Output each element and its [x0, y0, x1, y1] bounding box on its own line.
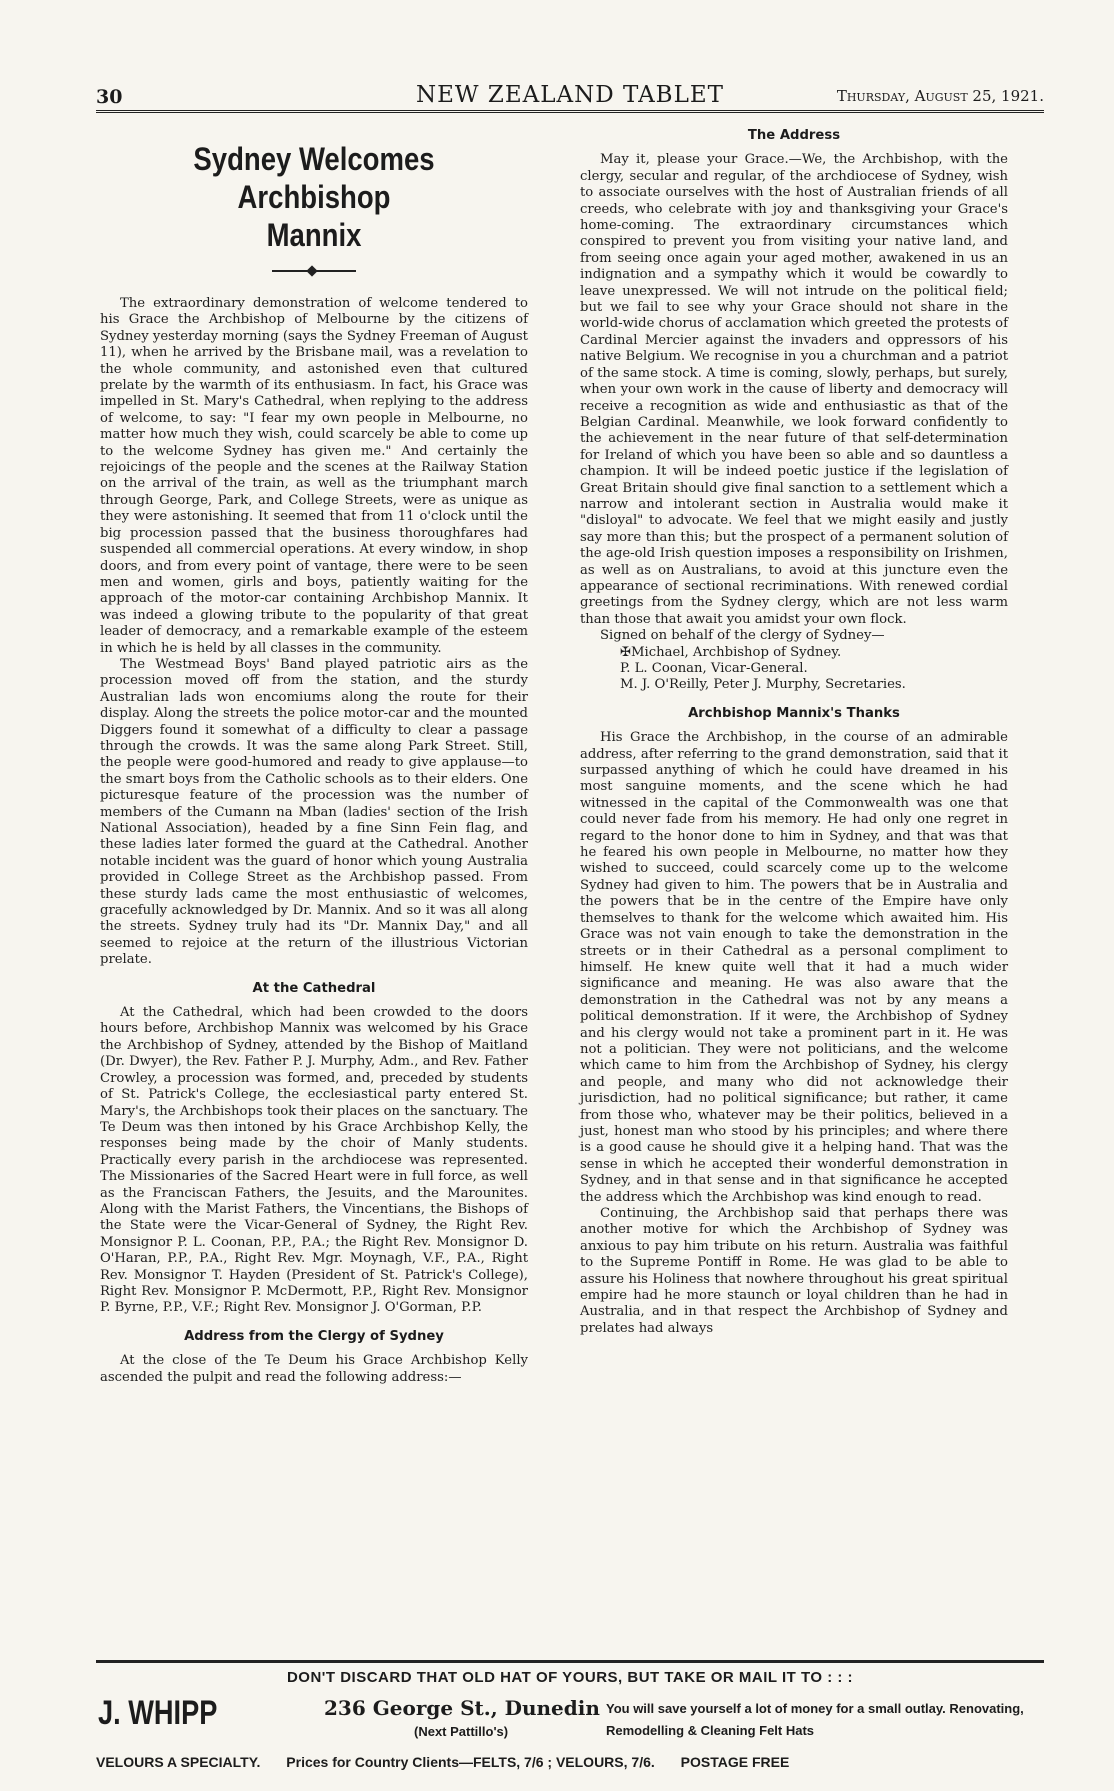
advertisement	[96, 1660, 1044, 1774]
ad-address: 236 George St., Dunedin	[324, 1696, 600, 1720]
right-column	[580, 128, 1008, 1337]
headline-line-2: Mannix	[266, 217, 362, 253]
ad-postage: POSTAGE FREE	[680, 1754, 790, 1770]
publication-title: NEW ZEALAND TABLET	[415, 82, 724, 108]
article-paragraph: May it, please your Grace.—We, the Archbishop, with the clergy, secular and regular, of the archdiocese of Sydney, wish to associate ourselves with the host of Australian friends of all creeds, who celebrate with joy and thanksgiving your Grace's home-coming. The extraordinary circumstances which conspired to prevent you from visiting your native land, and from seeing once again your aged mother, awakened in us an indignation and a sympathy which it would be cowardly to leave unexpressed. We will not intrude on the political field; but we fail to see why your Grace should not share in the world-wide chorus of acclamation which greeted the protests of Cardinal Mercier against the invaders and oppressors of his native Belgium. We recognise in you a churchman and a patriot of the same stock. A time is coming, slowly, perhaps, but surely, when your own work in the cause of liberty and democracy will receive a recognition as wide and enthusiastic as that of the Belgian Cardinal. Meanwhile, we look forward confidently to the achievement in the near future of that self-determination for Ireland of which you have been so able and so dauntless a champion. It will be indeed poetic justice if the legislation of Great Britain should give final sanction to a settlement which a narrow and intolerant section in Australia would make it "disloyal" to advocate. We feel that we might easily and justly say more than this; but the prospect of a permanent solution of the age-old Irish question imposes a responsibility on Irishmen, as well as on Australians, to avoid at this juncture even the appearance of sectional recriminations. With renewed cordial greetings from the Sydney clergy, which are not less warm than those that await you amidst your own flock.	[580, 152, 1008, 627]
ad-next-to: (Next Pattillo's)	[414, 1724, 509, 1739]
ad-bottom-line	[96, 1754, 1044, 1770]
article-paragraph: At the close of the Te Deum his Grace Archbishop Kelly ascended the pulpit and read the following address:—	[100, 1353, 528, 1385]
headline-line-1: Sydney Welcomes Archbishop	[193, 141, 435, 215]
article-paragraph: The Westmead Boys' Band played patriotic airs as the procession moved off from the station, and the sturdy Australian lads won encomiums along the route for their display. Along the streets the police motor-car and the mounted Diggers found it somewhat of a difficulty to clear a passage through the crowds. It was the same along Park Street. Still, the people were good-humored and ready to give applause—to the smart boys from the Catholic schools as to their elders. One picturesque feature of the procession was the number of members of the Cumann na Mban (ladies' section of the Irish National Association), headed by a fine Sinn Fein flag, and these ladies later formed the guard at the Cathedral. Another notable incident was the guard of honor which young Australia provided in College Street as the Archbishop passed. From these sturdy lads came the most enthusiastic of welcomes, gracefully acknowledged by Dr. Mannix. And so it was all along the streets. Sydney truly had its "Dr. Mannix Day," and all seemed to rejoice at the return of the illustrious Victorian prelate.	[100, 656, 528, 968]
masthead	[96, 82, 1044, 112]
masthead-rule	[96, 110, 1044, 113]
subhead-address-clergy: Address from the Clergy of Sydney	[184, 1328, 444, 1344]
ad-prices: Prices for Country Clients—FELTS, 7/6 ; VELOURS, 7/6.	[286, 1754, 655, 1770]
article-paragraph: His Grace the Archbishop, in the course of an admirable address, after referring to the grand demonstration, said that it surpassed anything of which he could have dreamed in his most sanguine moments, and the scene which he had witnessed in the capital of the Commonwealth was one that could never fade from his memory. He had only one regret in regard to the honor done to him in Sydney, and that was that he feared his own people in Melbourne, no matter how they wished to succeed, could scarcely come up to the welcome Sydney had given to him. The powers that be in Australia and the powers that be in the centre of the Empire have only themselves to thank for the welcome which awaited him. His Grace was not vain enough to take the demonstration in the streets or in their Cathedral as a personal compliment to himself. He knew quite well that it had a much wider significance and meaning. He was also aware that the demonstration in the Cathedral was not by any means a political demonstration. If it were, the Archbishop of Sydney and his clergy would not take a prominent part in it. He was not a politician. They were not politicians, and the welcome which came to him from the Archbishop of Sydney, his clergy and people, and many who did not acknowledge their jurisdiction, had no political significance; but rather, it came from those who, whatever may be their politics, believed in a just, honest man who stood by his principles; and where there is a good cause he should give it a helping hand. That was the sense in which he accepted their wonderful demonstration in Sydney, and in that sense and in that significance he accepted the address which the Archbishop was kind enough to read.	[580, 730, 1008, 1205]
subhead-cathedral: At the Cathedral	[252, 980, 376, 996]
ad-velours: VELOURS A SPECIALTY.	[96, 1754, 261, 1770]
subhead-the-address: The Address	[747, 128, 841, 143]
advertisement-rule	[96, 1660, 1044, 1663]
divider-ornament	[272, 270, 356, 272]
ad-business-name: J. WHIPP	[98, 1694, 218, 1732]
signatory-1: ✠Michael, Archbishop of Sydney.	[620, 644, 842, 660]
issue-date: Thursday, August 25, 1921.	[836, 87, 1044, 105]
ad-headline: DON'T DISCARD THAT OLD HAT OF YOURS, BUT TAKE OR MAIL IT TO : : :	[286, 1669, 854, 1686]
article-paragraph: The extraordinary demonstration of welcome tendered to his Grace the Archbishop of Melbourne by the citizens of Sydney yesterday morning (says the Sydney Freeman of August 11), when he arrived by the Brisbane mail, was a revelation to the whole community, and astonished even that cultured prelate by the warmth of its enthusiasm. In fact, his Grace was impelled in St. Mary's Cathedral, when replying to the address of welcome, to say: "I fear my own people in Melbourne, no matter how much they wish, could scarcely be able to come up to the welcome Sydney has given me." And certainly the rejoicings of the people and the scenes at the Railway Station on the arrival of the train, as well as the triumphant march through George, Park, and College Streets, were as unique as they were astonishing. It seemed that from 11 o'clock until the big procession passed that the business thoroughfares had suspended all commercial operations. At every window, in shop doors, and from every point of vantage, there were to be seen men and women, girls and boys, patiently waiting for the approach of the motor-car containing Archbishop Mannix. It was indeed a glowing tribute to the popularity of that great leader of democracy, and a remarkable example of the esteem in which he is held by all classes in the community.	[100, 296, 528, 656]
article-paragraph: At the Cathedral, which had been crowded to the doors hours before, Archbishop Mannix was welcomed by his Grace the Archbishop of Sydney, attended by the Bishop of Maitland (Dr. Dwyer), the Rev. Father P. J. Murphy, Adm., and Rev. Father Crowley, a procession was formed, and, preceded by students of St. Patrick's College, the ecclesiastical party entered St. Mary's, the Archbishops took their places on the sanctuary. The Te Deum was then intoned by his Grace Archbishop Kelly, the responses being made by the choir of Manly students. Practically every parish in the archdiocese was represented. The Missionaries of the Sacred Heart were in full force, as well as the Franciscan Fathers, the Jesuits, and the Marounites. Along with the Marist Fathers, the Vincentians, the Bishops of the State were the Vicar-General of Sydney, the Right Rev. Monsignor P. L. Coonan, P.P., P.A.; the Right Rev. Monsignor D. O'Haran, P.P., P.A., Right Rev. Mgr. Moynagh, V.F., P.A., Right Rev. Monsignor T. Hayden (President of St. Patrick's College), Right Rev. Monsignor P. McDermott, P.P., Right Rev. Monsignor P. Byrne, P.P., V.F.; Right Rev. Monsignor J. O'Gorman, P.P.	[100, 1005, 528, 1316]
subhead-thanks: Archbishop Mannix's Thanks	[688, 705, 900, 721]
signature-block	[580, 628, 1008, 694]
signatory-3: M. J. O'Reilly, Peter J. Murphy, Secretaries.	[620, 677, 906, 693]
article-headline	[130, 140, 498, 254]
signed-line: Signed on behalf of the clergy of Sydney—	[600, 628, 885, 644]
page-number: 30	[96, 86, 123, 108]
left-column	[100, 126, 528, 1386]
signatory-2: P. L. Coonan, Vicar-General.	[620, 661, 808, 676]
article-paragraph: Continuing, the Archbishop said that perhaps there was another motive for which the Archbishop of Sydney was anxious to pay him tribute on his return. Australia was faithful to the Supreme Pontiff in Rome. He was glad to be able to assure his Holiness that nowhere throughout his great spiritual empire had he more staunch or loyal children than he had in Australia, and in that respect the Archbishop of Sydney and prelates had always	[580, 1206, 1008, 1336]
ad-save-text: You will save yourself a lot of money for a small outlay. Renovating, Remodelling & Cleaning Felt Hats	[606, 1701, 1024, 1738]
